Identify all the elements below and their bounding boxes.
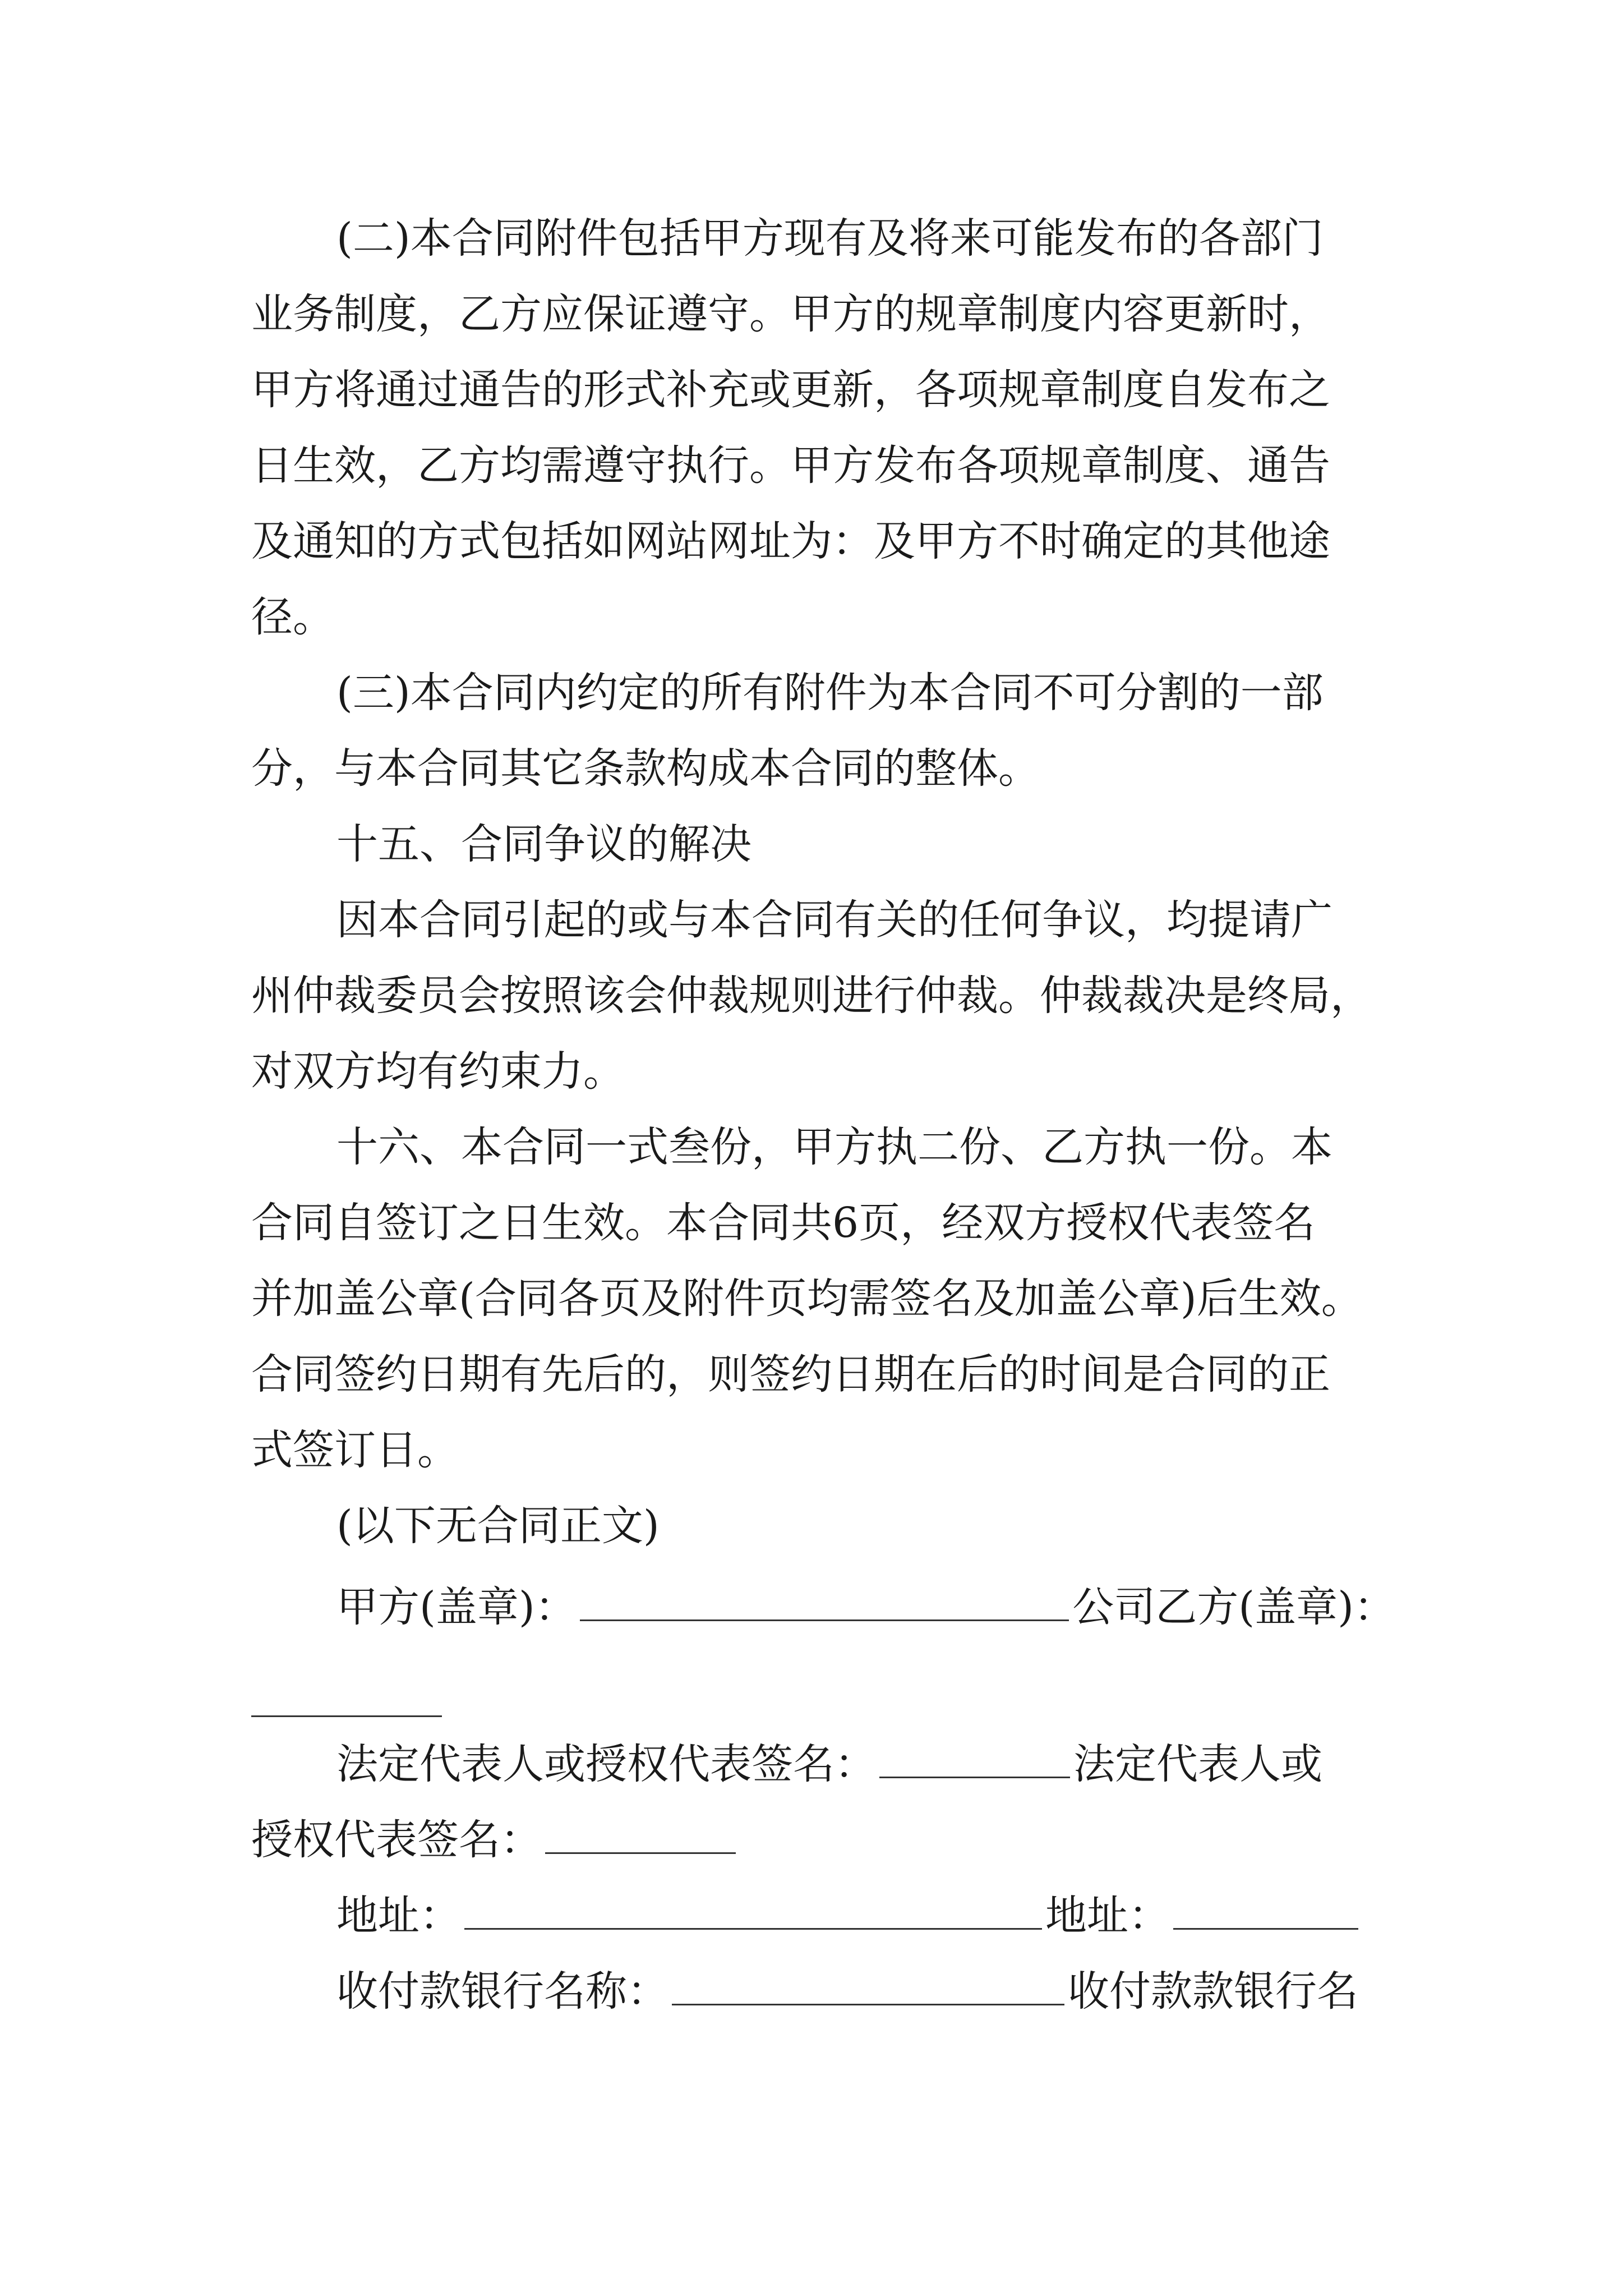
paragraph-line: (二)本合同附件包括甲方现有及将来可能发布的各部门 bbox=[336, 214, 1324, 263]
rep-sign-a-label: 法定代表人或授权代表签名： bbox=[336, 1740, 876, 1788]
party-a-seal-blank bbox=[580, 1579, 1069, 1621]
bank-b-label: 收付款款银行名 bbox=[1068, 1967, 1358, 2016]
paragraph-line: 州仲裁委员会按照该会仲裁规则进行仲裁。仲裁裁决是终局， bbox=[251, 972, 1372, 1020]
bank-a-blank bbox=[672, 1963, 1064, 2005]
paragraph-line: (三)本合同内约定的所有附件为本合同不可分割的一部 bbox=[336, 669, 1324, 717]
address-line bbox=[336, 1888, 1395, 1944]
party-b-seal-blank bbox=[251, 1715, 442, 1717]
paragraph-line: 分，与本合同其它条款构成本合同的整体。 bbox=[251, 744, 1040, 793]
paragraph-line: 业务制度，乙方应保证遵守。甲方的规章制度内容更新时， bbox=[251, 290, 1330, 338]
paragraph-line: 径。 bbox=[251, 593, 334, 641]
rep-sign-a-blank bbox=[879, 1736, 1070, 1778]
paragraph-line: 甲方将通过通告的形式补充或更新，各项规章制度自发布之 bbox=[251, 366, 1330, 414]
rep-sign-b-blank bbox=[545, 1812, 736, 1854]
paragraph-line: 对双方均有约束力。 bbox=[251, 1047, 625, 1096]
rep-sign-line-2 bbox=[251, 1812, 1395, 1868]
paragraph-line: 式签订日。 bbox=[251, 1426, 459, 1474]
bank-line bbox=[336, 1963, 1395, 2019]
rep-sign-line bbox=[336, 1736, 1395, 1792]
party-b-seal-label: 公司乙方(盖章)： bbox=[1072, 1583, 1395, 1631]
paragraph-line: 并加盖公章(合同各页及附件页均需签名及加盖公章)后生效。 bbox=[251, 1274, 1363, 1323]
no-more-text-note: (以下无合同正文) bbox=[336, 1502, 660, 1550]
rep-sign-b-label: 法定代表人或 bbox=[1073, 1740, 1322, 1788]
paragraph-line: 因本合同引起的或与本合同有关的任何争议，均提请广 bbox=[336, 896, 1332, 944]
paragraph-line: 日生效，乙方均需遵守执行。甲方发布各项规章制度、通告 bbox=[251, 441, 1330, 490]
address-a-blank bbox=[464, 1888, 1042, 1930]
rep-sign-b-label-cont: 授权代表签名： bbox=[251, 1816, 542, 1864]
address-a-label: 地址： bbox=[336, 1892, 461, 1940]
paragraph-line: 合同签约日期有先后的，则签约日期在后的时间是合同的正 bbox=[251, 1350, 1330, 1398]
party-a-seal-label: 甲方(盖章)： bbox=[336, 1583, 577, 1631]
paragraph-line: 及通知的方式包括如网站网址为：及甲方不时确定的其他途 bbox=[251, 517, 1330, 565]
paragraph-line: 合同自签订之日生效。本合同共6页，经双方授权代表签名 bbox=[251, 1199, 1316, 1247]
paragraph-line: 十六、本合同一式叁份，甲方执二份、乙方执一份。本 bbox=[336, 1123, 1332, 1171]
address-b-blank bbox=[1173, 1888, 1358, 1930]
section-heading: 十五、合同争议的解决 bbox=[336, 820, 751, 868]
address-b-label: 地址： bbox=[1045, 1892, 1170, 1940]
seal-line bbox=[336, 1579, 1395, 1635]
bank-a-label: 收付款银行名称： bbox=[336, 1967, 668, 2016]
